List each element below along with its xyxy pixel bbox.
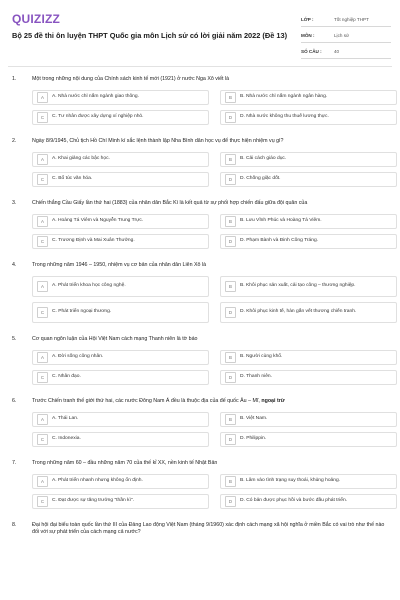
option-letter-box: D xyxy=(225,307,236,318)
option-letter-box: B xyxy=(225,476,236,487)
option-letter-box: A xyxy=(37,414,48,425)
option-text: B. Khôi phục sản xuất, cải tạo công – thương nghiệp. xyxy=(240,283,356,289)
option-letter-box: A xyxy=(37,154,48,165)
option-text: A. Khai giảng các bậc học. xyxy=(52,156,110,162)
option-letter-box: A xyxy=(37,352,48,363)
question-text xyxy=(32,76,387,83)
answer-option-b[interactable] xyxy=(220,350,397,365)
answer-option-a[interactable] xyxy=(32,474,209,489)
option-text: C. Indonexia. xyxy=(52,436,81,442)
option-text: D. Phạm Bành và Đinh Công Tráng. xyxy=(240,238,319,244)
answer-option-c[interactable] xyxy=(32,110,209,125)
option-letter-box: B xyxy=(225,154,236,165)
question-text-main: Trước Chiến tranh thế giới thứ hai, các nước Đông Nam Á đều là thuộc địa của đế quốc Âu – Mĩ, xyxy=(32,398,260,404)
option-text: B. Việt Nam. xyxy=(240,416,268,422)
question-item xyxy=(0,522,400,536)
worksheet-title: Bộ 25 đề thi ôn luyện THPT Quốc gia môn Lịch sử có lời giải năm 2022 (Đề 13) xyxy=(12,31,288,40)
question-item xyxy=(0,460,400,509)
question-number: 4. xyxy=(12,262,17,268)
option-text: D. Chống giặc dốt. xyxy=(240,176,281,182)
question-number: 1. xyxy=(12,76,17,82)
option-text: A. Thái Lan. xyxy=(52,416,79,422)
option-text: C. Nhân đạo. xyxy=(52,374,81,380)
option-text: B. Lâm vào tình trạng suy thoái, khủng hoảng. xyxy=(240,478,341,484)
option-text: A. Phát triển khoa học công nghệ. xyxy=(52,283,126,289)
meta-key: SỐ CÂU : xyxy=(301,48,322,54)
answer-option-d[interactable] xyxy=(220,370,397,385)
answer-option-c[interactable] xyxy=(32,370,209,385)
answer-option-d[interactable] xyxy=(220,494,397,509)
question-text-main: Đại hội đại biểu toàn quốc lần thứ III của Đảng Lao động Việt Nam (tháng 9/1960) xác định cách mạng xã hội nghĩa ở miền Bắc có vai trò như thế nào đối với sự phát triển của cách mạng cả nước? xyxy=(32,522,385,535)
answer-option-c[interactable] xyxy=(32,432,209,447)
option-text: D. Philippin. xyxy=(240,436,267,442)
answer-option-a[interactable] xyxy=(32,350,209,365)
meta-row-count xyxy=(301,44,391,59)
answer-option-a[interactable] xyxy=(32,214,209,229)
question-number: 3. xyxy=(12,200,17,206)
option-letter-box: A xyxy=(37,476,48,487)
answer-option-a[interactable] xyxy=(32,90,209,105)
option-text: C. Bổ túc văn hóa. xyxy=(52,176,93,182)
option-letter-box: D xyxy=(225,174,236,185)
quizizz-logo: QUIZIZZ xyxy=(12,12,61,26)
option-letter-box: D xyxy=(225,236,236,247)
option-text: B. Người cùng khổ. xyxy=(240,354,283,360)
question-item xyxy=(0,398,400,447)
option-letter-box: A xyxy=(37,92,48,103)
question-text-main: Trong những năm 1946 – 1950, nhiệm vụ cơ bản của nhân dân Liên Xô là xyxy=(32,262,207,268)
option-letter-box: C xyxy=(37,236,48,247)
option-letter-box: D xyxy=(225,434,236,445)
answer-option-d[interactable] xyxy=(220,302,397,323)
option-letter-box: C xyxy=(37,112,48,123)
question-header xyxy=(0,138,400,145)
question-text xyxy=(32,398,387,405)
question-header xyxy=(0,336,400,343)
meta-row-subject xyxy=(301,28,391,43)
question-item xyxy=(0,262,400,323)
meta-value: Tốt nghiệp THPT xyxy=(334,16,369,22)
answer-options xyxy=(32,276,400,323)
answer-options xyxy=(32,152,400,187)
option-text: C. Trương Định và Mai Xuân Thưởng. xyxy=(52,238,135,244)
question-list xyxy=(0,76,400,549)
option-text: A. Nhà nước chỉ nắm ngành giao thông. xyxy=(52,94,139,100)
answer-option-b[interactable] xyxy=(220,276,397,297)
question-text xyxy=(32,460,387,467)
answer-option-d[interactable] xyxy=(220,432,397,447)
option-letter-box: C xyxy=(37,307,48,318)
option-letter-box: D xyxy=(225,112,236,123)
answer-options xyxy=(32,350,400,385)
question-number: 7. xyxy=(12,460,17,466)
question-text xyxy=(32,522,387,536)
option-letter-box: C xyxy=(37,174,48,185)
option-letter-box: B xyxy=(225,216,236,227)
meta-key: MÔN : xyxy=(301,32,315,38)
question-header xyxy=(0,262,400,269)
question-text-main: Trong những năm 60 – đầu những năm 70 của thế kỉ XX, nền kinh tế Nhật Bản xyxy=(32,460,218,466)
option-text: A. Hoàng Tá Viêm và Nguyễn Trung Trực. xyxy=(52,218,144,224)
answer-option-d[interactable] xyxy=(220,172,397,187)
option-text: D. Thanh niên. xyxy=(240,374,272,380)
answer-option-c[interactable] xyxy=(32,234,209,249)
option-letter-box: A xyxy=(37,216,48,227)
question-item xyxy=(0,138,400,187)
answer-options xyxy=(32,90,400,125)
question-text-main: Chiến thắng Cầu Giấy lần thứ hai (1883) của nhân dân Bắc Kì là kết quả từ sự phối hợp chiến đấu giữa đội quân của xyxy=(32,200,308,206)
question-text xyxy=(32,200,387,207)
answer-option-a[interactable] xyxy=(32,152,209,167)
option-text: B. Lưu Vĩnh Phúc và Hoàng Tá Viêm. xyxy=(240,218,322,224)
question-text xyxy=(32,262,387,269)
question-text xyxy=(32,336,387,343)
answer-option-b[interactable] xyxy=(220,90,397,105)
option-letter-box: A xyxy=(37,281,48,292)
option-letter-box: C xyxy=(37,496,48,507)
answer-option-d[interactable] xyxy=(220,110,397,125)
option-text: D. Nhà nước không thu thuế lương thực. xyxy=(240,114,329,120)
option-text: B. Nhà nước chỉ nắm ngành ngân hàng. xyxy=(240,94,328,100)
option-letter-box: B xyxy=(225,281,236,292)
worksheet-header xyxy=(0,0,400,70)
question-header xyxy=(0,200,400,207)
answer-option-b[interactable] xyxy=(220,412,397,427)
answer-option-c[interactable] xyxy=(32,302,209,323)
answer-option-d[interactable] xyxy=(220,234,397,249)
question-text xyxy=(32,138,387,145)
answer-option-b[interactable] xyxy=(220,214,397,229)
question-header xyxy=(0,460,400,467)
question-text-main: Một trong những nội dung của Chính sách kinh tế mới (1921) ở nước Nga Xô viết là xyxy=(32,76,230,82)
answer-option-a[interactable] xyxy=(32,276,209,297)
answer-option-b[interactable] xyxy=(220,152,397,167)
question-header xyxy=(0,522,400,536)
option-text: A. Phát triển nhanh nhưng không ổn định. xyxy=(52,478,143,484)
option-letter-box: C xyxy=(37,372,48,383)
option-text: C. Đạt được sự tăng trưởng "thần kì". xyxy=(52,498,134,504)
option-text: A. Đời sống công nhân. xyxy=(52,354,104,360)
answer-options xyxy=(32,214,400,249)
answer-option-a[interactable] xyxy=(32,412,209,427)
answer-options xyxy=(32,474,400,509)
option-text: B. Cải cách giáo dục. xyxy=(240,156,287,162)
option-letter-box: B xyxy=(225,414,236,425)
meta-value: 40 xyxy=(334,48,340,54)
worksheet-meta xyxy=(301,12,391,60)
question-number: 6. xyxy=(12,398,17,404)
option-text: C. Phát triển ngoại thương. xyxy=(52,309,112,315)
meta-key: LỚP : xyxy=(301,16,314,22)
question-item xyxy=(0,336,400,385)
answer-option-c[interactable] xyxy=(32,172,209,187)
question-number: 8. xyxy=(12,522,17,528)
option-letter-box: B xyxy=(225,92,236,103)
header-divider xyxy=(8,66,392,67)
option-letter-box: C xyxy=(37,434,48,445)
option-text: D. Khôi phục kinh tế, hàn gắn vết thương chiến tranh. xyxy=(240,309,357,315)
option-text: C. Tư nhân được xây dựng xí nghiệp nhỏ. xyxy=(52,114,144,120)
option-letter-box: D xyxy=(225,372,236,383)
answer-option-c[interactable] xyxy=(32,494,209,509)
question-text-main: Cơ quan ngôn luận của Hội Việt Nam cách mạng Thanh niên là tờ báo xyxy=(32,336,198,342)
question-item xyxy=(0,76,400,125)
meta-row-class xyxy=(301,12,391,27)
question-number: 5. xyxy=(12,336,17,342)
question-text-emphasis: ngoại trừ xyxy=(261,398,285,404)
option-letter-box: D xyxy=(225,496,236,507)
answer-options xyxy=(32,412,400,447)
option-letter-box: B xyxy=(225,352,236,363)
meta-value: Lịch sử xyxy=(334,32,350,38)
question-header xyxy=(0,398,400,405)
question-number: 2. xyxy=(12,138,17,144)
question-header xyxy=(0,76,400,83)
question-text-main: Ngày 8/9/1945, Chủ tịch Hồ Chí Minh kí sắc lệnh thành lập Nha Bình dân học vụ để thực hiện nhiệm vụ gì? xyxy=(32,138,284,144)
option-text: D. Có bản được phục hồi và bước đầu phát triển. xyxy=(240,498,348,504)
question-item xyxy=(0,200,400,249)
answer-option-b[interactable] xyxy=(220,474,397,489)
